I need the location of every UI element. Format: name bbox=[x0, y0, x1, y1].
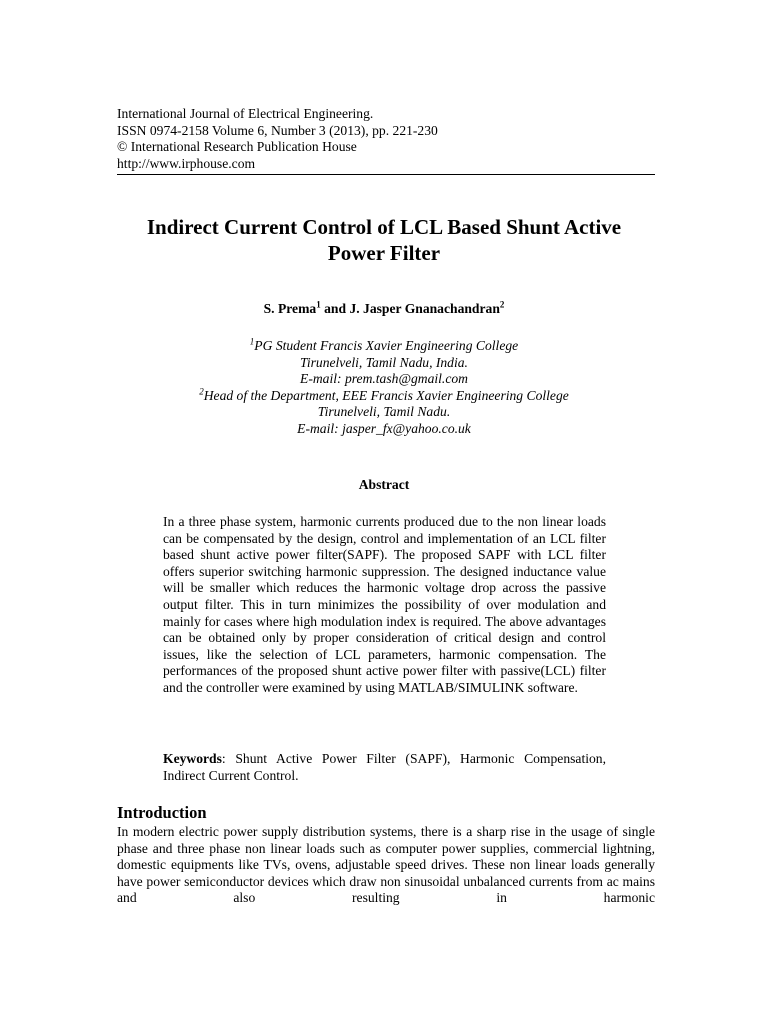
journal-name: International Journal of Electrical Engineering. bbox=[117, 106, 374, 121]
affiliation-1-sup: 1 bbox=[249, 336, 255, 347]
author-joiner: and bbox=[320, 301, 350, 316]
author-2-sup: 2 bbox=[499, 299, 505, 310]
author-1-name: S. Prema bbox=[263, 301, 317, 316]
affiliations bbox=[100, 338, 668, 437]
author-2-name: J. Jasper Gnanachandran bbox=[349, 301, 500, 316]
affiliation-1-email: E-mail: prem.tash@gmail.com bbox=[300, 371, 468, 386]
introduction-body: In modern electric power supply distribution systems, there is a sharp rise in the usage of single phase and three phase non linear loads such as computer power supplies, commercial lightning, domestic equipments like TVs, ovens, adjustable speed drives. These non linear loads generally have power semiconductor devices which draw non sinusoidal unbalanced currents from ac mains and also resulting in harmonic bbox=[117, 824, 655, 906]
keywords-label: Keywords bbox=[163, 751, 222, 766]
affiliation-2-line-1 bbox=[100, 385, 668, 405]
journal-url: http://www.irphouse.com bbox=[117, 155, 256, 171]
affiliation-2-text: Head of the Department, EEE Francis Xavier Engineering College bbox=[203, 387, 569, 403]
abstract-heading: Abstract bbox=[358, 477, 410, 492]
affiliation-2-line-2: Tirunelveli, Tamil Nadu. bbox=[317, 404, 451, 419]
author-1-sup: 1 bbox=[316, 299, 321, 310]
title-line-2: Power Filter bbox=[327, 241, 441, 265]
issn-line: ISSN 0974-2158 Volume 6, Number 3 (2013), pp. 221-230 bbox=[117, 122, 438, 138]
publisher-line: © International Research Publication House bbox=[117, 139, 357, 155]
affiliation-1-text: PG Student Francis Xavier Engineering College bbox=[254, 338, 519, 353]
affiliation-1-line-1 bbox=[100, 338, 668, 355]
affiliation-1-line-2: Tirunelveli, Tamil Nadu, India. bbox=[300, 354, 468, 370]
abstract-body: In a three phase system, harmonic currents produced due to the non linear loads can be compensated by the design, control and implementation of an LCL filter based shunt active power filter(SAPF). The proposed SAPF with LCL filter offers superior switching harmonic suppression. The designed inductance value will be smaller which reduces the harmonic voltage drop across the passive output filter. This in turn minimizes the possibility of over modulation and mainly for cases where high modulation index is required. The above advantages can be obtained only by proper consideration of critical design and control issues, like the selection of LCL parameters, harmonic compensation. The performances of the proposed shunt active power filter with passive(LCL) filter and the controller were examined by using MATLAB/SIMULINK software. bbox=[163, 514, 606, 695]
affiliation-2-email: E-mail: jasper_fx@yahoo.co.uk bbox=[297, 420, 471, 436]
title-line-1: Indirect Current Control of LCL Based Shunt Active bbox=[146, 215, 622, 239]
journal-header bbox=[117, 106, 655, 175]
paper-title bbox=[100, 214, 668, 266]
affiliation-2-sup: 2 bbox=[199, 385, 204, 396]
keywords-text: : Shunt Active Power Filter (SAPF), Harmonic Compensation, Indirect Current Control. bbox=[163, 751, 606, 783]
keywords-paragraph bbox=[163, 751, 606, 784]
author-list bbox=[100, 301, 668, 317]
introduction-heading: Introduction bbox=[117, 803, 207, 822]
